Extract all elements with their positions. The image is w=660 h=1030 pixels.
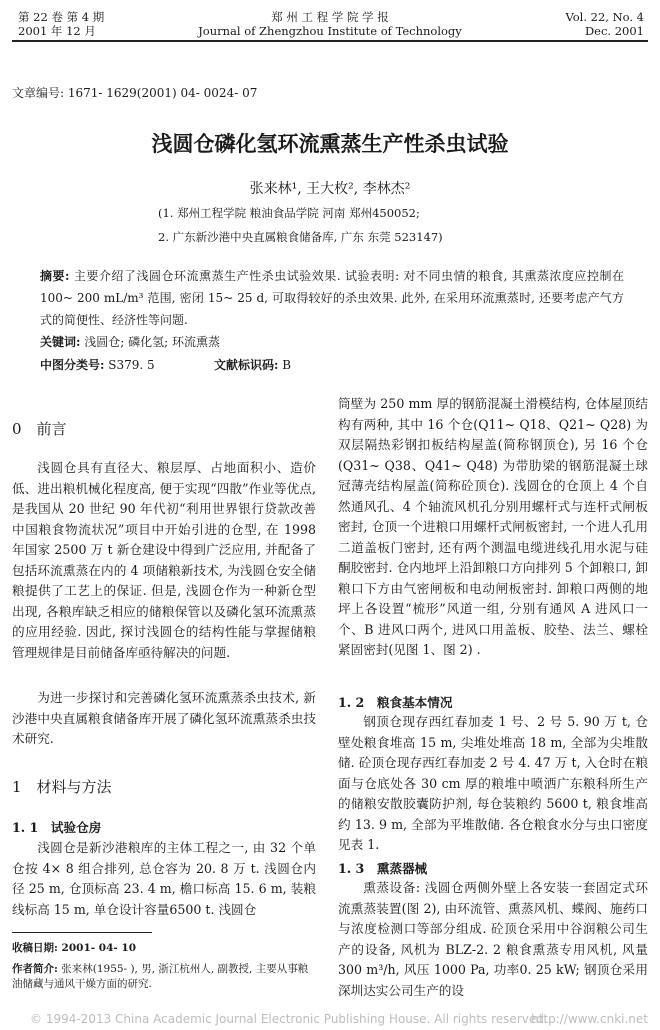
intro-paragraph-2: 为进一步探讨和完善磷化氢环流熏蒸杀虫技术, 新沙港中央直属粮食储备库开展了磷化氢环流熏蒸杀虫技术研究. [12, 690, 316, 746]
affiliation-1: (1. 郑州工程学院 粮油食品学院 河南 郑州450052; [158, 206, 420, 220]
article-number: 文章编号: 1671- 1629(2001) 04- 0024- 07 [12, 86, 258, 100]
received-date: 收稿日期: 2001- 04- 10 [12, 942, 137, 954]
volume-en: Vol. 22, No. 4 [565, 10, 644, 24]
abstract-label: 摘要: [40, 269, 70, 283]
equipment-paragraph: 熏蒸设备: 浅圆仓两侧外壁上各安装一套固定式环流熏蒸装置(图 2), 由环流管、熏蒸风机、蝶阀、施药口与浓度检测口等部分组成. 砼顶仓采用中谷润粮公司生产的设备, 风机为 BLZ-2. 2 粮食熏蒸专用风机, 风量 300 m³/h, 风压 1000 Pa, 功率0. 25 kW; 钢顶仓采用深圳达实公司生产的设 [338, 880, 648, 998]
intro-paragraph-1: 浅圆仓具有直径大、粮层厚、占地面积小、造价低、进出粮机械化程度高, 便于实现“四散”作业等优点, 是我国从 20 世纪 90 年代初“利用世界银行贷款改善中国粮食物流状况”项目中开始引进的仓型, 在 1998 年国家 2500 万 t 新仓建设中得到广泛应用, 并配备了包括环流熏蒸在内的 4 项储粮新技术, 为浅圆仓安全储粮提供了工艺上的保证. 但是, 浅圆仓作为一种新仓型出现, 各粮库缺乏相应的储粮保管以及磷化氢环流熏蒸的应用经验. 因此, 探讨浅圆仓的结构性能与掌握储粮管理规律是目前储备库亟待解决的问题. [12, 460, 316, 660]
author-bio-label: 作者简介: [12, 963, 58, 975]
footnote-rule [12, 932, 152, 933]
header-rule [12, 40, 648, 42]
journal-name [160, 10, 500, 38]
section-0-heading: 0 前言 [12, 420, 67, 438]
volume-issue: 第 22 卷 第 4 期 [18, 10, 105, 24]
journal-name-en: Journal of Zhengzhou Institute of Technology [198, 24, 462, 38]
copyright-watermark: © 1994-2013 China Academic Journal Electronic Publishing House. All rights reserved. [30, 1012, 548, 1026]
issue-date: 2001 年 12 月 [18, 24, 96, 38]
date-en: Dec. 2001 [584, 24, 644, 38]
document-code [214, 356, 291, 373]
classification [40, 356, 155, 373]
right-paragraph-1: 筒壁为 250 mm 厚的钢筋混凝土滑模结构, 仓体屋顶结构有两种, 其中 16 个仓(Q11~ Q18、Q21~ Q28) 为双层隔热彩钢扣板结构屋盖(简称钢顶仓), 另 16 个仓(Q31~ Q38、Q41~ Q48) 为带肋梁的钢筋混凝土球冠薄壳结构屋盖(简称砼顶仓). 浅圆仓的仓顶上 4 个自然通风孔、4 个轴流风机孔分别用螺杆式与连杆式闸板密封, 仓顶一个进粮口用螺杆式闸板密封, 一个进人孔用二道盖板门密封, 还有两个测温电缆进线孔用水泥与硅酮胶密封. 仓内地坪上沿卸粮口方向排列 5 个卸粮口, 卸粮口下方由气密闸板和电动闸板密封. 卸粮口两侧的地坪上各设置“梳形”风道一组, 分别有通风 A 进风口一个、B 进风口两个, 进风口用盖板、胶垫、法兰、螺栓紧固密封(见图 1、图 2) . [338, 396, 648, 657]
journal-name-cn: 郑 州 工 程 学 院 学 报 [271, 10, 389, 24]
abstract [40, 265, 624, 331]
author-bio [12, 962, 316, 992]
subsection-1-2-heading: 1. 2 粮食基本情况 [338, 695, 453, 710]
journal-volume-en [565, 10, 644, 38]
grain-paragraph: 钢顶仓现存西红春加麦 1 号、2 号 5. 90 万 t, 仓壁处粮食堆高 15 m, 尖堆处堆高 18 m, 全部为尖堆散储. 砼顶仓现存西红春加麦 2 号 4. 47 万 t, 入仓时在粮面与仓底处各 30 cm 厚的粮堆中喷洒广东粮科所生产的储粮安散胶囊防护剂, 每仓装粮约 5600 t, 粮食堆高约 13. 9 m, 全部为平堆散储. 各仓粮食水分与虫口密度见表 1. [338, 714, 648, 852]
cnki-watermark: http://www.cnki.net [531, 1012, 648, 1026]
section-1-heading: 1 材料与方法 [12, 778, 112, 796]
subsection-1-3-heading: 1. 3 熏蒸器械 [338, 861, 428, 876]
subsection-1-1-heading: 1. 1 试验仓房 [12, 820, 102, 835]
doc-code-value: B [282, 358, 292, 372]
clc-value: S379. 5 [108, 358, 155, 372]
author-bio-text: 张来林(1955- ), 男, 浙江杭州人, 副教授, 主要从事粮油储藏与通风干燥方面的研究. [12, 963, 309, 990]
abstract-text: 主要介绍了浅圆仓环流熏蒸生产性杀虫试验效果. 试验表明: 对不同虫情的粮食, 其熏蒸浓度应控制在 100~ 200 mL/m³ 范围, 密闭 15~ 25 d, 可取得较好的杀虫效果. 此外, 在采用环流熏蒸时, 还要考虑产气方式的简便性、经济性等问题. [40, 269, 624, 327]
clc-label: 中图分类号: [40, 358, 105, 372]
keywords [40, 333, 220, 350]
keywords-label: 关键词: [40, 335, 81, 349]
affiliation-2: 2. 广东新沙港中央直属粮食储备库, 广东 东莞 523147) [158, 230, 443, 244]
warehouse-paragraph: 浅圆仓是新沙港粮库的主体工程之一, 由 32 个单仓按 4× 8 组合排列, 总仓容为 20. 8 万 t. 浅圆仓内径 25 m, 仓顶标高 23. 4 m, 檐口标高 15. 6 m, 装粮线标高 15 m, 单仓设计容量6500 t. 浅圆仓 [12, 840, 316, 917]
authors: 张来林¹, 王大枚², 李林杰² [249, 181, 411, 197]
doc-code-label: 文献标识码: [214, 358, 279, 372]
paper-title: 浅圆仓磷化氢环流熏蒸生产性杀虫试验 [151, 131, 509, 156]
keywords-text: 浅圆仓; 磷化氢; 环流熏蒸 [84, 335, 220, 349]
journal-issue [18, 10, 104, 38]
